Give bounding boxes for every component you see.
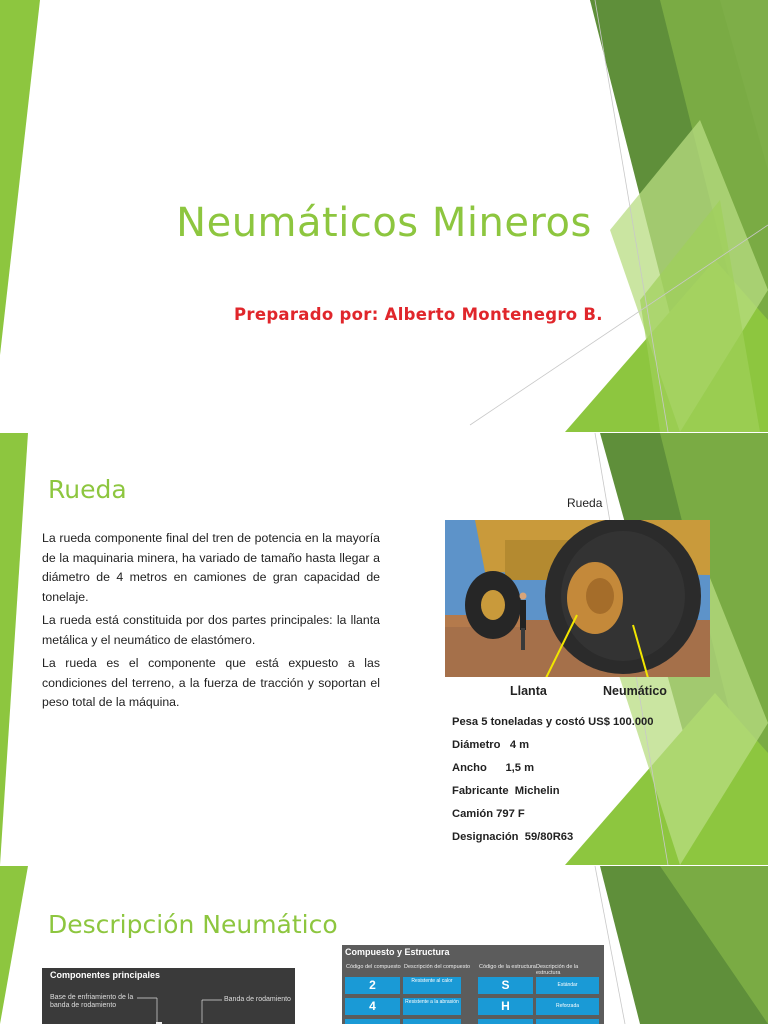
- paragraph: La rueda está constituida por dos partes principales: la llanta metálica y el neumático de elastómero.: [42, 613, 380, 647]
- table-header: Código de la estructura: [479, 964, 536, 970]
- panel-title: Compuesto y Estructura: [345, 947, 450, 957]
- table-cell: H: [478, 998, 533, 1015]
- llanta-label: Llanta: [510, 684, 547, 698]
- table-header: Descripción de la estructura: [536, 964, 579, 976]
- descripcion-slide: [0, 866, 768, 1024]
- components-image: [42, 968, 295, 1024]
- presentation-subtitle: Preparado por: Alberto Montenegro B.: [234, 305, 603, 324]
- section-heading: Descripción Neumático: [48, 910, 338, 939]
- tire-diagram-lines: [42, 968, 295, 1024]
- table-cell-partial: [478, 1019, 533, 1024]
- presentation-title: Neumáticos Mineros: [176, 200, 592, 246]
- section-heading: Rueda: [48, 475, 127, 504]
- paragraph: La rueda componente final del tren de potencia en la mayoría de la maquinaria minera, ha variado de tamaño hasta llegar a diámetro de 4 metros en camiones de gran capacidad de tonelaje.: [42, 531, 380, 604]
- table-cell: Resistente a la abrasión: [403, 998, 461, 1015]
- table-cell-partial: [536, 1019, 599, 1024]
- table-header: Código del compuesto: [346, 964, 401, 970]
- table-cell-partial: [345, 1019, 400, 1024]
- spec-line: Ancho 1,5 m: [452, 762, 535, 774]
- table-cell: Resistente al calor: [403, 977, 461, 994]
- table-header: Descripción del compuesto: [404, 964, 471, 970]
- panel-label: Base de enfriamiento de la banda de rodamiento: [50, 994, 134, 1009]
- spec-line: Camión 797 F: [452, 808, 525, 820]
- panel-title: Componentes principales: [50, 970, 161, 980]
- spec-line: Designación 59/80R63: [452, 831, 574, 843]
- tire-specs: [452, 716, 653, 854]
- body-text: [42, 529, 380, 717]
- title-slide: [0, 0, 768, 432]
- mining-truck-wheel-photo: [445, 520, 710, 677]
- rueda-slide: [0, 433, 768, 865]
- spec-line: Fabricante Michelin: [452, 785, 560, 797]
- table-cell-partial: [403, 1019, 461, 1024]
- photo-caption: Rueda: [567, 496, 603, 510]
- neumatico-label: Neumático: [603, 684, 667, 698]
- compound-structure-table: [342, 945, 604, 1024]
- spec-line: Pesa 5 toneladas y costó US$ 100.000: [452, 716, 654, 728]
- table-cell: Reforzada: [536, 998, 599, 1015]
- spec-line: Diámetro 4 m: [452, 739, 530, 751]
- table-cell: S: [478, 977, 533, 994]
- table-cell: Estándar: [536, 977, 599, 994]
- paragraph: La rueda es el componente que está expuesto a las condiciones del terreno, a la fuerza de tracción y soportan el peso total de la máquina.: [42, 656, 380, 709]
- table-cell: 4: [345, 998, 400, 1015]
- table-cell: 2: [345, 977, 400, 994]
- panel-label: Banda de rodamiento: [224, 996, 291, 1003]
